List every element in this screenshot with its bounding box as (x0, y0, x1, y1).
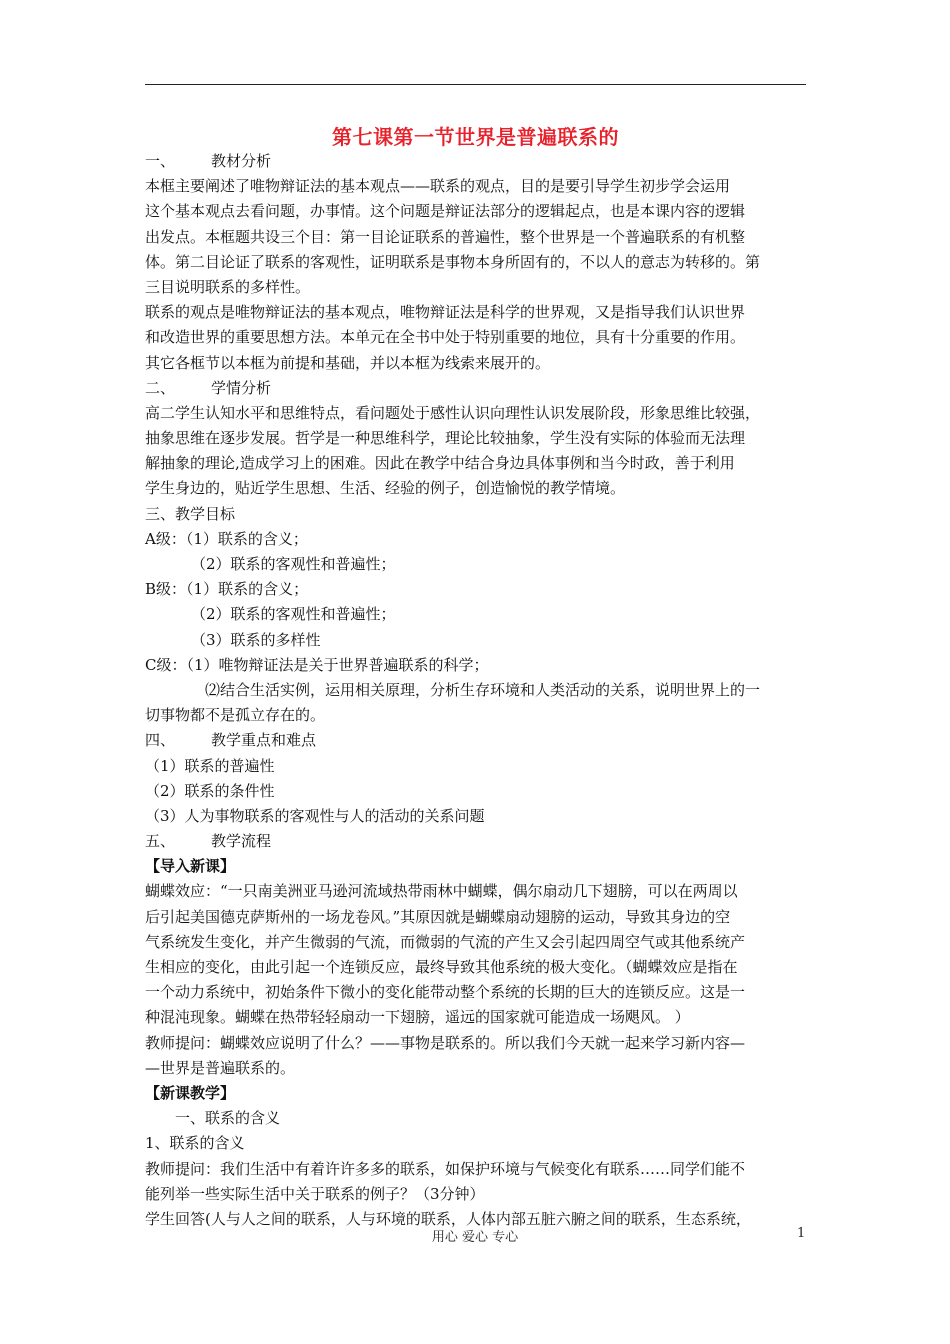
paragraph-line: 生相应的变化，由此引起一个连锁反应，最终导致其他系统的极大变化。（蝴蝶效应是指在 (145, 958, 738, 976)
paragraph-line: 教师提问：我们生活中有着许许多多的联系，如保护环境与气候变化有联系……同学们能不 (145, 1159, 746, 1178)
paragraph-line: 教师提问：蝴蝶效应说明了什么？——事物是联系的。所以我们今天就一起来学习新内容— (145, 1033, 746, 1052)
paragraph-line: 出发点。本框题共设三个目：第一目论证联系的普遍性，整个世界是一个普遍联系的有机整 (145, 227, 746, 246)
goal-b-line: B级：（1）联系的含义； (145, 580, 309, 599)
paragraph-line: 种混沌现象。蝴蝶在热带轻轻扇动一下翅膀，遥远的国家就可能造成一场飓风。 ） (145, 1008, 690, 1027)
goal-c-line: C级：（1）唯物辩证法是关于世界普遍联系的科学； (145, 655, 489, 674)
paragraph-line: 学生身边的，贴近学生思想、生活、经验的例子，创造愉悦的教学情境。 (145, 479, 626, 498)
page-title: 第七课第一节世界是普遍联系的 (332, 125, 619, 149)
header-rule (145, 84, 806, 85)
document-body (145, 149, 813, 1232)
intro-heading: 【导入新课】 (145, 857, 236, 876)
goal-b-line: （3）联系的多样性 (191, 630, 321, 649)
goal-a-line: A级：（1）联系的含义； (145, 529, 308, 548)
goal-c-line: ⑵结合生活实例，运用相关原理，分析生存环境和人类活动的关系，说明世界上的一 (205, 680, 761, 699)
paragraph-line: 这个基本观点去看问题，办事情。这个问题是辩证法部分的逻辑起点，也是本课内容的逻辑 (145, 202, 746, 221)
paragraph-line: 后引起美国德克萨斯州的一场龙卷风。”其原因就是蝴蝶扇动翅膀的运动，导致其身边的空 (145, 907, 731, 926)
goal-b-line: （2）联系的客观性和普遍性； (191, 605, 396, 624)
key-point-line: （1）联系的普遍性 (145, 756, 275, 775)
goal-a-line: （2）联系的客观性和普遍性； (191, 555, 396, 573)
section-heading-4: 四、 教学重点和难点 (145, 731, 317, 750)
subheading: 1、联系的含义 (145, 1134, 245, 1153)
paragraph-line: —世界是普遍联系的。 (145, 1058, 296, 1077)
key-point-line: （2）联系的条件性 (145, 781, 275, 800)
paragraph-line: 其它各框节以本框为前提和基础，并以本框为线索来展开的。 (145, 353, 551, 372)
paragraph-line: 体。第二目论证了联系的客观性，证明联系是事物本身所固有的，不以人的意志为转移的。第 (145, 252, 761, 271)
paragraph-line: 抽象思维在逐步发展。哲学是一种思维科学，理论比较抽象，学生没有实际的体验而无法理 (145, 429, 746, 448)
paragraph-line: 和改造世界的重要思想方法。本单元在全书中处于特别重要的地位，具有十分重要的作用。 (145, 328, 746, 347)
new-lesson-heading: 【新课教学】 (145, 1083, 236, 1102)
paragraph-line: 联系的观点是唯物辩证法的基本观点，唯物辩证法是科学的世界观，又是指导我们认识世界 (145, 303, 746, 322)
section-heading-5: 五、 教学流程 (145, 832, 272, 851)
subheading: 一、联系的含义 (175, 1109, 281, 1128)
section-heading-1: 一、 教材分析 (145, 152, 272, 170)
paragraph-line: 能列举一些实际生活中关于联系的例子？（3分钟） (145, 1184, 485, 1203)
paragraph-line: 气系统发生变化，并产生微弱的气流，而微弱的气流的产生又会引起四周空气或其他系统产 (145, 932, 746, 951)
paragraph-line: 一个动力系统中，初始条件下微小的变化能带动整个系统的长期的巨大的连锁反应。这是一 (145, 983, 746, 1002)
section-heading-2: 二、 学情分析 (145, 378, 272, 397)
paragraph-line: 高二学生认知水平和思维特点，看问题处于感性认识向理性认识发展阶段，形象思维比较强， (145, 403, 761, 422)
paragraph-line: 本框主要阐述了唯物辩证法的基本观点——联系的观点，目的是要引导学生初步学会运用 (145, 177, 731, 196)
paragraph-line: 蝴蝶效应：“一只南美洲亚马逊河流域热带雨林中蝴蝶，偶尔扇动几下翅膀，可以在两周以 (145, 882, 738, 901)
page-number: 1 (797, 1226, 806, 1241)
paragraph-line: 三目说明联系的多样性。 (145, 277, 311, 296)
paragraph-line: 学生回答(人与人之间的联系，人与环境的联系，人体内部五脏六腑之间的联系，生态系统， (145, 1209, 751, 1228)
goal-c-line: 切事物都不是孤立存在的。 (145, 706, 326, 725)
page-footer: 用心 爱心 专心 (431, 1230, 519, 1245)
paragraph-line: 解抽象的理论,造成学习上的困难。因此在教学中结合身边具体事例和当今时政，善于利用 (145, 454, 735, 473)
section-heading-3: 三、教学目标 (145, 504, 236, 523)
key-point-line: （3）人为事物联系的客观性与人的活动的关系问题 (145, 806, 485, 825)
